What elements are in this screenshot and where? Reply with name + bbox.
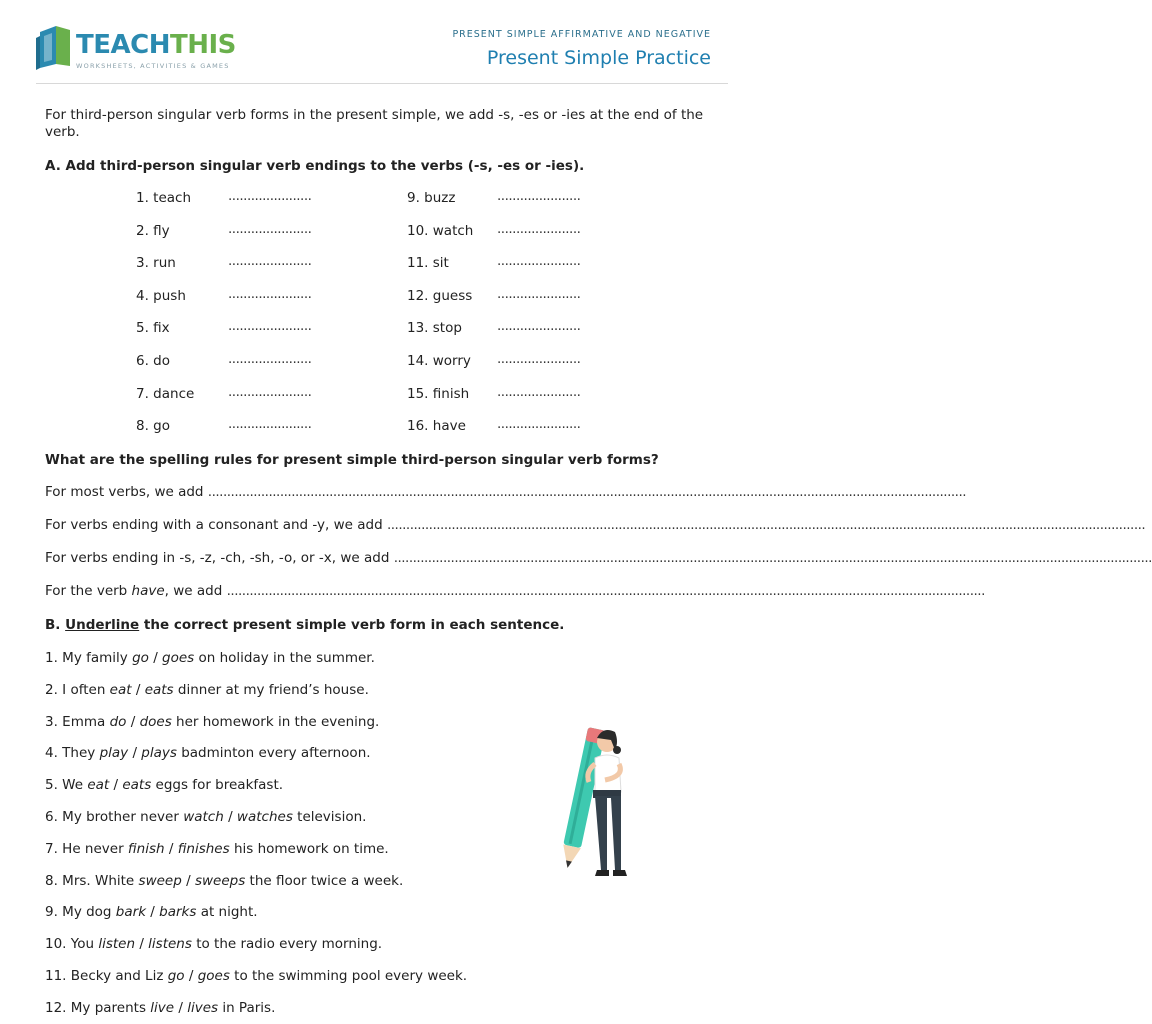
option-separator: / bbox=[184, 968, 198, 984]
verb-item: 13. stop bbox=[407, 320, 462, 337]
sentence-start: 9. My dog bbox=[45, 904, 116, 921]
sentence-end: television. bbox=[292, 809, 367, 825]
verb-option-a[interactable]: go bbox=[132, 650, 149, 666]
rule-text: For most verbs, we add bbox=[45, 484, 208, 500]
verb-item: 7. dance bbox=[136, 385, 195, 402]
sentence-end: badminton every afternoon. bbox=[176, 745, 371, 762]
girl-holding-pencil-illustration bbox=[545, 720, 635, 885]
header-divider bbox=[36, 83, 728, 84]
verb-item: 2. fly bbox=[136, 222, 170, 239]
option-separator: / bbox=[131, 681, 145, 698]
verb-option-a[interactable]: watch bbox=[183, 809, 224, 825]
verb-option-a[interactable]: finish bbox=[127, 840, 165, 857]
sentence-item bbox=[45, 714, 379, 730]
rule-text: For verbs ending with a consonant and -y, we add bbox=[45, 517, 387, 533]
section-b-prefix: B. bbox=[45, 617, 66, 633]
worksheet-title: Present Simple Practice bbox=[486, 47, 711, 69]
sentence-item bbox=[45, 968, 467, 984]
verb-option-a[interactable]: eat bbox=[87, 777, 110, 794]
rule-text-after: , we add bbox=[164, 583, 227, 599]
rule-text: For verbs ending in -s, -z, -ch, -sh, -o, or -x, we add bbox=[45, 550, 394, 566]
option-separator: / bbox=[181, 872, 195, 889]
verb-item: 4. push bbox=[136, 287, 186, 304]
sentence-start: 5. We bbox=[45, 777, 88, 794]
spelling-rule bbox=[45, 484, 967, 504]
sentence-item bbox=[45, 904, 258, 920]
verb-option-a[interactable]: listen bbox=[98, 936, 136, 953]
spelling-rules-question: What are the spelling rules for present simple third-person singular verb forms? bbox=[45, 452, 659, 468]
sentence-item bbox=[45, 1000, 275, 1016]
option-separator: / bbox=[109, 777, 123, 794]
logo-word-teach: TEACH bbox=[76, 30, 170, 60]
verb-item: 1. teach bbox=[136, 190, 192, 206]
sentence-item bbox=[45, 650, 375, 666]
book-logo-icon bbox=[36, 24, 74, 70]
verb-item: 6. do bbox=[136, 353, 171, 369]
answer-blank[interactable]: ...................... bbox=[497, 220, 581, 237]
logo-tagline: WORKSHEETS, ACTIVITIES & GAMES bbox=[76, 62, 230, 70]
answer-blank[interactable]: ...................... bbox=[497, 285, 581, 302]
option-separator: / bbox=[146, 904, 160, 921]
option-separator: / bbox=[126, 713, 140, 730]
verb-option-b[interactable]: finishes bbox=[177, 840, 230, 857]
page-header bbox=[0, 0, 768, 84]
section-a-heading: A. Add third-person singular verb endings to the verbs (-s, -es or -ies). bbox=[45, 158, 585, 174]
option-separator: / bbox=[223, 809, 237, 825]
worksheet-subtitle: PRESENT SIMPLE AFFIRMATIVE AND NEGATIVE bbox=[452, 29, 711, 40]
answer-blank[interactable]: ...................... bbox=[497, 416, 581, 433]
verb-option-a[interactable]: do bbox=[109, 713, 127, 730]
option-separator: / bbox=[128, 745, 142, 762]
spelling-rule bbox=[45, 517, 1146, 537]
answer-blank[interactable]: ...................... bbox=[228, 351, 312, 367]
option-separator: / bbox=[148, 650, 163, 666]
verb-item: 10. watch bbox=[407, 222, 474, 239]
verb-row bbox=[0, 255, 768, 275]
answer-blank[interactable]: ...................... bbox=[228, 318, 312, 335]
sentence-end: to the swimming pool every week. bbox=[229, 968, 468, 984]
answer-blank[interactable]: ...................... bbox=[228, 383, 312, 400]
answer-blank[interactable]: ...................... bbox=[228, 188, 312, 204]
option-separator: / bbox=[135, 936, 149, 953]
sentence-item bbox=[45, 777, 283, 793]
intro-paragraph: For third-person singular verb forms in the present simple, we add -s, -es or -ies at the end of the verb. bbox=[45, 107, 704, 140]
verb-option-b[interactable]: does bbox=[139, 713, 172, 730]
section-b-underline-word: Underline bbox=[65, 617, 140, 633]
sentence-end: his homework on time. bbox=[229, 840, 389, 857]
option-separator: / bbox=[174, 999, 188, 1016]
verb-row bbox=[0, 320, 768, 340]
verb-row bbox=[0, 220, 768, 243]
sentence-start: 6. My brother never bbox=[45, 809, 184, 825]
verb-option-b[interactable]: watches bbox=[236, 809, 293, 825]
rule-text: For the verb bbox=[45, 583, 132, 599]
verb-option-b[interactable]: eats bbox=[122, 777, 152, 794]
verb-item: 12. guess bbox=[407, 287, 473, 304]
verb-row bbox=[0, 353, 768, 373]
sentence-item bbox=[45, 936, 382, 952]
answer-blank[interactable]: ...................... bbox=[228, 253, 312, 270]
answer-blank[interactable]: ...................... bbox=[228, 220, 312, 237]
verb-option-b[interactable]: listens bbox=[148, 936, 192, 953]
answer-line[interactable]: ........................................................................................................................................................................................................ bbox=[226, 583, 985, 599]
sentence-start: 11. Becky and Liz bbox=[45, 968, 168, 984]
sentence-end: on holiday in the summer. bbox=[194, 650, 375, 666]
verb-option-b[interactable]: goes bbox=[162, 650, 195, 666]
sentence-item bbox=[45, 745, 371, 761]
verb-row bbox=[0, 383, 768, 406]
sentence-start: 4. They bbox=[45, 745, 100, 762]
answer-blank[interactable]: ...................... bbox=[228, 416, 312, 433]
verb-option-b[interactable]: barks bbox=[159, 904, 197, 921]
answer-blank[interactable]: ...................... bbox=[497, 253, 581, 270]
spelling-rule bbox=[45, 550, 1152, 570]
verb-option-a[interactable]: sweep bbox=[138, 872, 182, 889]
logo-word-this: THIS bbox=[169, 30, 236, 60]
verb-option-a[interactable]: go bbox=[167, 968, 185, 984]
sentence-item bbox=[45, 873, 403, 889]
verb-item: 14. worry bbox=[407, 353, 471, 369]
sentence-end: dinner at my friend’s house. bbox=[173, 681, 369, 698]
sentence-item bbox=[45, 809, 366, 825]
answer-blank[interactable]: ...................... bbox=[497, 318, 581, 335]
answer-blank[interactable]: ...................... bbox=[497, 351, 581, 367]
verb-item: 3. run bbox=[136, 255, 176, 272]
sentence-end: at night. bbox=[196, 904, 258, 921]
answer-line[interactable]: ........................................................................................................................................................................................................ bbox=[393, 550, 1152, 566]
verb-row bbox=[0, 190, 768, 210]
sentence-item bbox=[45, 841, 389, 857]
section-b-instruction: the correct present simple verb form in each sentence bbox=[139, 617, 560, 633]
sentence-end: her homework in the evening. bbox=[171, 713, 380, 730]
sentence-end: the floor twice a week. bbox=[245, 872, 404, 889]
verb-item: 11. sit bbox=[407, 255, 449, 272]
sentence-start: 7. He never bbox=[45, 840, 128, 857]
verb-option-b[interactable]: plays bbox=[141, 745, 177, 762]
answer-blank[interactable]: ...................... bbox=[497, 383, 581, 400]
sentence-end: in Paris. bbox=[218, 999, 276, 1016]
sentence-start: 1. My family bbox=[45, 650, 133, 666]
verb-row bbox=[0, 418, 768, 438]
option-separator: / bbox=[164, 840, 178, 857]
verb-option-b[interactable]: goes bbox=[197, 968, 230, 984]
section-b-heading bbox=[45, 617, 564, 633]
sentence-start: 3. Emma bbox=[45, 713, 110, 730]
verb-item: 5. fix bbox=[136, 320, 170, 337]
section-b-period: . bbox=[559, 617, 565, 633]
verb-item: 8. go bbox=[136, 418, 171, 435]
verb-option-a[interactable]: eat bbox=[109, 681, 132, 698]
sentence-start: 2. I often bbox=[45, 681, 110, 698]
sentence-start: 10. You bbox=[45, 936, 99, 953]
sentence-start: 8. Mrs. White bbox=[45, 872, 139, 889]
verb-option-a[interactable]: play bbox=[99, 745, 129, 762]
teachthis-logo[interactable] bbox=[36, 24, 236, 74]
verb-option-b[interactable]: sweeps bbox=[194, 872, 246, 889]
verb-option-a[interactable]: bark bbox=[115, 904, 147, 921]
sentence-item bbox=[45, 682, 369, 698]
logo-wordmark bbox=[76, 30, 236, 60]
verb-item: 16. have bbox=[407, 418, 466, 435]
verb-item: 9. buzz bbox=[407, 190, 456, 206]
verb-item: 15. finish bbox=[407, 385, 470, 402]
verb-row bbox=[0, 285, 768, 308]
verb-option-b[interactable]: lives bbox=[187, 999, 219, 1016]
answer-blank[interactable]: ...................... bbox=[497, 188, 581, 204]
verb-option-b[interactable]: eats bbox=[144, 681, 174, 698]
answer-line[interactable]: ........................................................................................................................................................................................................ bbox=[207, 484, 967, 500]
sentence-end: eggs for breakfast. bbox=[151, 777, 284, 794]
verb-option-a[interactable]: live bbox=[150, 999, 175, 1016]
answer-line[interactable]: ........................................................................................................................................................................................................ bbox=[386, 517, 1146, 533]
sentence-end: to the radio every morning. bbox=[191, 936, 383, 953]
rule-emphasis: have bbox=[131, 583, 165, 599]
spelling-rule bbox=[45, 583, 985, 603]
answer-blank[interactable]: ...................... bbox=[228, 285, 312, 302]
sentence-start: 12. My parents bbox=[45, 999, 151, 1016]
